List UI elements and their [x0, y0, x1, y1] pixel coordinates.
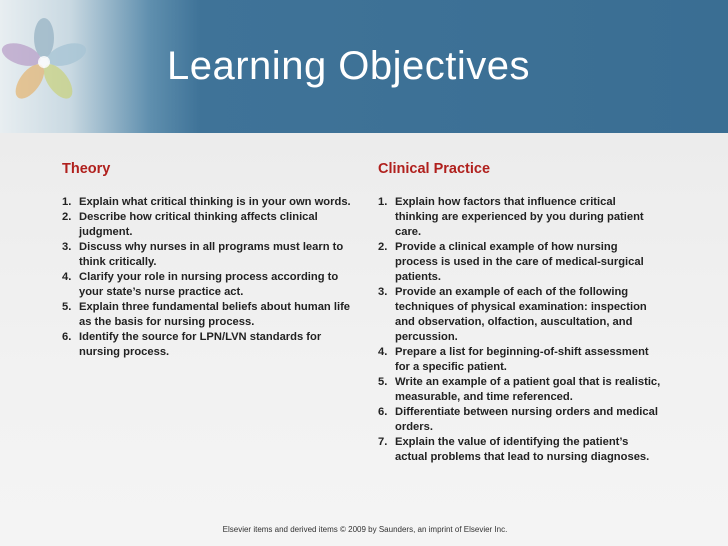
clinical-list [378, 195, 662, 465]
list-item: 2. Provide a clinical example of how nursing process is used in the care of medical-surgical patients. [378, 241, 644, 283]
clinical-column [378, 161, 662, 465]
list-item: 5. Explain three fundamental beliefs about human life as the basis for nursing process. [62, 301, 351, 328]
list-item: 5. Write an example of a patient goal that is realistic, measurable, and time referenced. [378, 376, 661, 403]
list-item: 3. Discuss why nurses in all programs must learn to think critically. [62, 241, 344, 268]
list-item: 6. Differentiate between nursing orders and medical orders. [378, 406, 658, 433]
list-item: 1. Explain how factors that influence critical thinking are experienced by you during patient care. [378, 196, 644, 238]
list-item: 2. Describe how critical thinking affects clinical judgment. [62, 211, 318, 238]
list-item: 6. Identify the source for LPN/LVN standards for nursing process. [62, 331, 322, 358]
copyright-footer: Elsevier items and derived items © 2009 by Saunders, an imprint of Elsevier Inc. [222, 525, 508, 534]
header-band [0, 0, 728, 133]
clinical-heading: Clinical Practice [378, 161, 491, 177]
theory-column [62, 161, 354, 360]
list-item: 3. Provide an example of each of the following techniques of physical examination: inspection and observation, olfaction, auscultation, and percussion. [378, 286, 647, 343]
theory-heading: Theory [62, 161, 111, 177]
list-item: 4. Prepare a list for beginning-of-shift assessment for a specific patient. [378, 346, 649, 373]
list-item: 7. Explain the value of identifying the patient’s actual problems that lead to nursing diagnoses. [378, 436, 650, 463]
flower-logo-icon [0, 0, 110, 133]
list-item: 1. Explain what critical thinking is in your own words. [62, 196, 351, 208]
list-item: 4. Clarify your role in nursing process according to your state’s nurse practice act. [62, 271, 339, 298]
theory-list [62, 195, 354, 360]
page-title: Learning Objectives [167, 44, 531, 88]
